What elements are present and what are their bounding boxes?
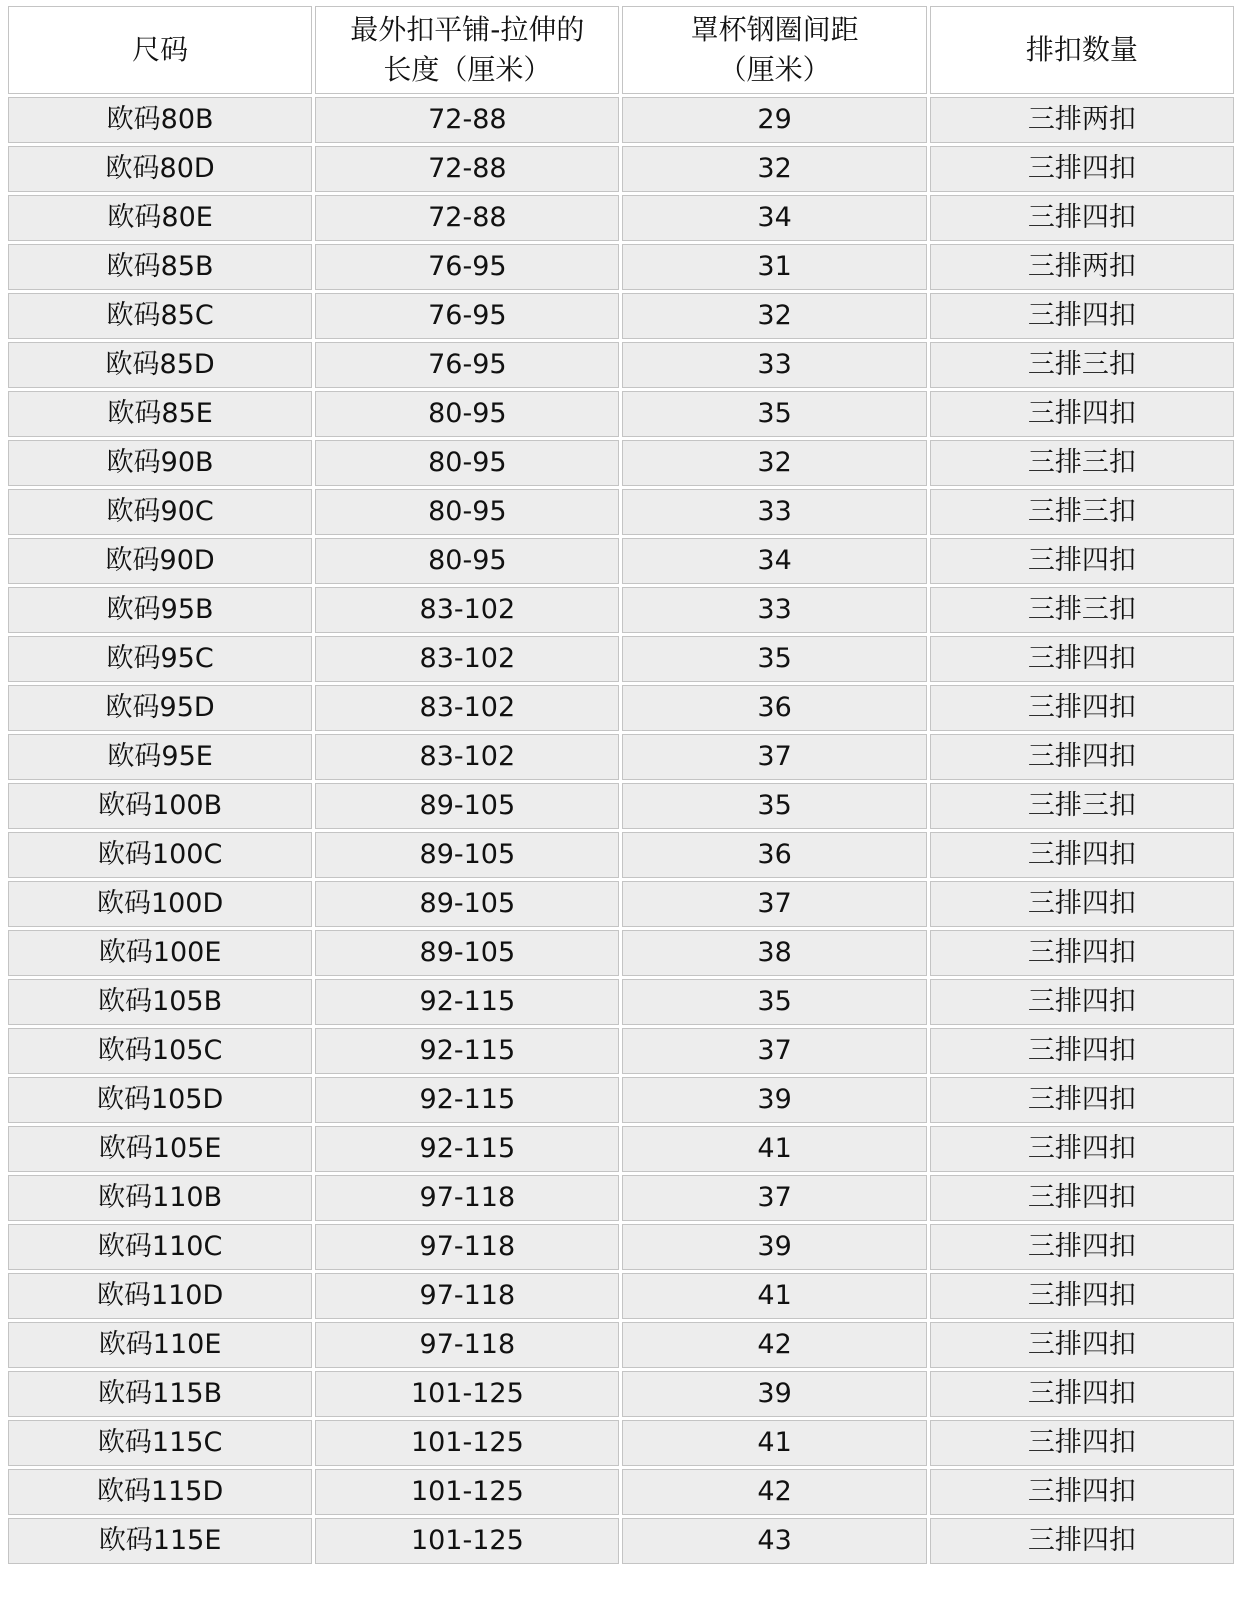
cell-hook-count: 三排四扣 bbox=[930, 538, 1234, 584]
cell-hook-count: 三排三扣 bbox=[930, 489, 1234, 535]
cell-band-length: 101-125 bbox=[315, 1371, 619, 1417]
table-row bbox=[8, 195, 1234, 241]
header-size bbox=[8, 6, 312, 94]
cell-size: 欧码95C bbox=[8, 636, 312, 682]
cell-band-length: 83-102 bbox=[315, 685, 619, 731]
table-row bbox=[8, 1077, 1234, 1123]
cell-underwire-spacing: 32 bbox=[622, 146, 926, 192]
cell-band-length: 83-102 bbox=[315, 636, 619, 682]
cell-size: 欧码105C bbox=[8, 1028, 312, 1074]
cell-underwire-spacing: 36 bbox=[622, 685, 926, 731]
cell-underwire-spacing: 34 bbox=[622, 538, 926, 584]
cell-band-length: 80-95 bbox=[315, 440, 619, 486]
cell-band-length: 89-105 bbox=[315, 881, 619, 927]
cell-size: 欧码95D bbox=[8, 685, 312, 731]
cell-band-length: 97-118 bbox=[315, 1273, 619, 1319]
cell-band-length: 76-95 bbox=[315, 293, 619, 339]
table-row bbox=[8, 391, 1234, 437]
cell-band-length: 97-118 bbox=[315, 1322, 619, 1368]
cell-band-length: 83-102 bbox=[315, 734, 619, 780]
cell-underwire-spacing: 41 bbox=[622, 1420, 926, 1466]
cell-underwire-spacing: 35 bbox=[622, 636, 926, 682]
header-band-length-line2: 长度（厘米） bbox=[383, 53, 552, 86]
cell-hook-count: 三排四扣 bbox=[930, 1469, 1234, 1515]
table-row bbox=[8, 979, 1234, 1025]
table-row bbox=[8, 1371, 1234, 1417]
cell-band-length: 89-105 bbox=[315, 930, 619, 976]
table-row bbox=[8, 636, 1234, 682]
cell-hook-count: 三排三扣 bbox=[930, 342, 1234, 388]
cell-underwire-spacing: 33 bbox=[622, 342, 926, 388]
cell-hook-count: 三排两扣 bbox=[930, 244, 1234, 290]
table-row bbox=[8, 1322, 1234, 1368]
cell-hook-count: 三排四扣 bbox=[930, 1028, 1234, 1074]
cell-size: 欧码100D bbox=[8, 881, 312, 927]
cell-band-length: 97-118 bbox=[315, 1175, 619, 1221]
header-row bbox=[8, 6, 1234, 94]
cell-size: 欧码80D bbox=[8, 146, 312, 192]
cell-size: 欧码85D bbox=[8, 342, 312, 388]
cell-size: 欧码110D bbox=[8, 1273, 312, 1319]
table-row bbox=[8, 881, 1234, 927]
cell-hook-count: 三排四扣 bbox=[930, 881, 1234, 927]
header-underwire-spacing-line2: （厘米） bbox=[718, 53, 831, 86]
cell-size: 欧码115D bbox=[8, 1469, 312, 1515]
table-row bbox=[8, 832, 1234, 878]
cell-hook-count: 三排四扣 bbox=[930, 734, 1234, 780]
table-header bbox=[8, 6, 1234, 94]
header-underwire-spacing-line1: 罩杯钢圈间距 bbox=[690, 13, 859, 46]
cell-size: 欧码85E bbox=[8, 391, 312, 437]
cell-size: 欧码115C bbox=[8, 1420, 312, 1466]
cell-underwire-spacing: 37 bbox=[622, 1028, 926, 1074]
cell-size: 欧码90B bbox=[8, 440, 312, 486]
cell-hook-count: 三排四扣 bbox=[930, 195, 1234, 241]
cell-hook-count: 三排四扣 bbox=[930, 1224, 1234, 1270]
cell-band-length: 101-125 bbox=[315, 1518, 619, 1564]
cell-underwire-spacing: 29 bbox=[622, 97, 926, 143]
cell-band-length: 92-115 bbox=[315, 1028, 619, 1074]
cell-underwire-spacing: 35 bbox=[622, 979, 926, 1025]
cell-size: 欧码85B bbox=[8, 244, 312, 290]
table-row bbox=[8, 783, 1234, 829]
table-row bbox=[8, 97, 1234, 143]
cell-underwire-spacing: 38 bbox=[622, 930, 926, 976]
cell-size: 欧码100E bbox=[8, 930, 312, 976]
cell-size: 欧码100C bbox=[8, 832, 312, 878]
cell-underwire-spacing: 35 bbox=[622, 783, 926, 829]
cell-band-length: 101-125 bbox=[315, 1420, 619, 1466]
size-chart bbox=[5, 3, 1237, 1567]
cell-band-length: 92-115 bbox=[315, 979, 619, 1025]
header-hook-count bbox=[930, 6, 1234, 94]
cell-size: 欧码80E bbox=[8, 195, 312, 241]
table-row bbox=[8, 293, 1234, 339]
table-row bbox=[8, 342, 1234, 388]
cell-size: 欧码115B bbox=[8, 1371, 312, 1417]
cell-hook-count: 三排四扣 bbox=[930, 1322, 1234, 1368]
cell-band-length: 80-95 bbox=[315, 538, 619, 584]
table-row bbox=[8, 489, 1234, 535]
cell-hook-count: 三排四扣 bbox=[930, 1126, 1234, 1172]
cell-size: 欧码85C bbox=[8, 293, 312, 339]
cell-band-length: 97-118 bbox=[315, 1224, 619, 1270]
cell-underwire-spacing: 33 bbox=[622, 489, 926, 535]
table-row bbox=[8, 685, 1234, 731]
cell-size: 欧码80B bbox=[8, 97, 312, 143]
cell-underwire-spacing: 37 bbox=[622, 734, 926, 780]
table-row bbox=[8, 587, 1234, 633]
cell-size: 欧码115E bbox=[8, 1518, 312, 1564]
cell-underwire-spacing: 39 bbox=[622, 1371, 926, 1417]
table-row bbox=[8, 146, 1234, 192]
cell-band-length: 92-115 bbox=[315, 1077, 619, 1123]
header-band-length bbox=[315, 6, 619, 94]
cell-band-length: 80-95 bbox=[315, 489, 619, 535]
table-row bbox=[8, 1126, 1234, 1172]
cell-underwire-spacing: 31 bbox=[622, 244, 926, 290]
cell-band-length: 80-95 bbox=[315, 391, 619, 437]
cell-hook-count: 三排四扣 bbox=[930, 1371, 1234, 1417]
cell-underwire-spacing: 42 bbox=[622, 1322, 926, 1368]
cell-band-length: 76-95 bbox=[315, 244, 619, 290]
table-row bbox=[8, 1224, 1234, 1270]
cell-underwire-spacing: 43 bbox=[622, 1518, 926, 1564]
cell-hook-count: 三排三扣 bbox=[930, 783, 1234, 829]
cell-hook-count: 三排四扣 bbox=[930, 930, 1234, 976]
table-row bbox=[8, 1028, 1234, 1074]
cell-size: 欧码90C bbox=[8, 489, 312, 535]
cell-underwire-spacing: 36 bbox=[622, 832, 926, 878]
cell-hook-count: 三排四扣 bbox=[930, 293, 1234, 339]
cell-underwire-spacing: 39 bbox=[622, 1224, 926, 1270]
cell-band-length: 72-88 bbox=[315, 195, 619, 241]
cell-underwire-spacing: 37 bbox=[622, 1175, 926, 1221]
cell-hook-count: 三排四扣 bbox=[930, 1420, 1234, 1466]
cell-underwire-spacing: 42 bbox=[622, 1469, 926, 1515]
cell-band-length: 83-102 bbox=[315, 587, 619, 633]
cell-hook-count: 三排四扣 bbox=[930, 1273, 1234, 1319]
table-row bbox=[8, 244, 1234, 290]
cell-underwire-spacing: 35 bbox=[622, 391, 926, 437]
cell-underwire-spacing: 41 bbox=[622, 1126, 926, 1172]
cell-underwire-spacing: 34 bbox=[622, 195, 926, 241]
cell-hook-count: 三排四扣 bbox=[930, 1077, 1234, 1123]
cell-size: 欧码105D bbox=[8, 1077, 312, 1123]
size-table bbox=[5, 3, 1237, 1567]
table-row bbox=[8, 1273, 1234, 1319]
table-row bbox=[8, 1469, 1234, 1515]
cell-size: 欧码110E bbox=[8, 1322, 312, 1368]
cell-hook-count: 三排四扣 bbox=[930, 146, 1234, 192]
cell-underwire-spacing: 37 bbox=[622, 881, 926, 927]
header-underwire-spacing bbox=[622, 6, 926, 94]
cell-size: 欧码95E bbox=[8, 734, 312, 780]
table-row bbox=[8, 734, 1234, 780]
header-size-label: 尺码 bbox=[132, 33, 189, 66]
cell-band-length: 101-125 bbox=[315, 1469, 619, 1515]
cell-underwire-spacing: 39 bbox=[622, 1077, 926, 1123]
cell-band-length: 89-105 bbox=[315, 832, 619, 878]
cell-size: 欧码105E bbox=[8, 1126, 312, 1172]
cell-size: 欧码100B bbox=[8, 783, 312, 829]
cell-band-length: 92-115 bbox=[315, 1126, 619, 1172]
cell-size: 欧码110C bbox=[8, 1224, 312, 1270]
cell-size: 欧码95B bbox=[8, 587, 312, 633]
cell-band-length: 72-88 bbox=[315, 146, 619, 192]
cell-hook-count: 三排四扣 bbox=[930, 1518, 1234, 1564]
cell-hook-count: 三排四扣 bbox=[930, 391, 1234, 437]
cell-size: 欧码90D bbox=[8, 538, 312, 584]
table-body bbox=[8, 97, 1234, 1564]
table-row bbox=[8, 440, 1234, 486]
cell-hook-count: 三排四扣 bbox=[930, 685, 1234, 731]
cell-underwire-spacing: 32 bbox=[622, 440, 926, 486]
header-hook-count-label: 排扣数量 bbox=[1025, 33, 1138, 66]
table-row bbox=[8, 930, 1234, 976]
table-row bbox=[8, 538, 1234, 584]
cell-band-length: 72-88 bbox=[315, 97, 619, 143]
cell-underwire-spacing: 33 bbox=[622, 587, 926, 633]
header-band-length-line1: 最外扣平铺-拉伸的 bbox=[350, 13, 585, 46]
table-row bbox=[8, 1175, 1234, 1221]
cell-underwire-spacing: 41 bbox=[622, 1273, 926, 1319]
cell-hook-count: 三排四扣 bbox=[930, 636, 1234, 682]
cell-hook-count: 三排四扣 bbox=[930, 1175, 1234, 1221]
cell-hook-count: 三排三扣 bbox=[930, 587, 1234, 633]
table-row bbox=[8, 1420, 1234, 1466]
cell-hook-count: 三排三扣 bbox=[930, 440, 1234, 486]
cell-band-length: 76-95 bbox=[315, 342, 619, 388]
cell-underwire-spacing: 32 bbox=[622, 293, 926, 339]
cell-size: 欧码110B bbox=[8, 1175, 312, 1221]
cell-hook-count: 三排四扣 bbox=[930, 979, 1234, 1025]
cell-band-length: 89-105 bbox=[315, 783, 619, 829]
cell-hook-count: 三排两扣 bbox=[930, 97, 1234, 143]
cell-hook-count: 三排四扣 bbox=[930, 832, 1234, 878]
cell-size: 欧码105B bbox=[8, 979, 312, 1025]
table-row bbox=[8, 1518, 1234, 1564]
